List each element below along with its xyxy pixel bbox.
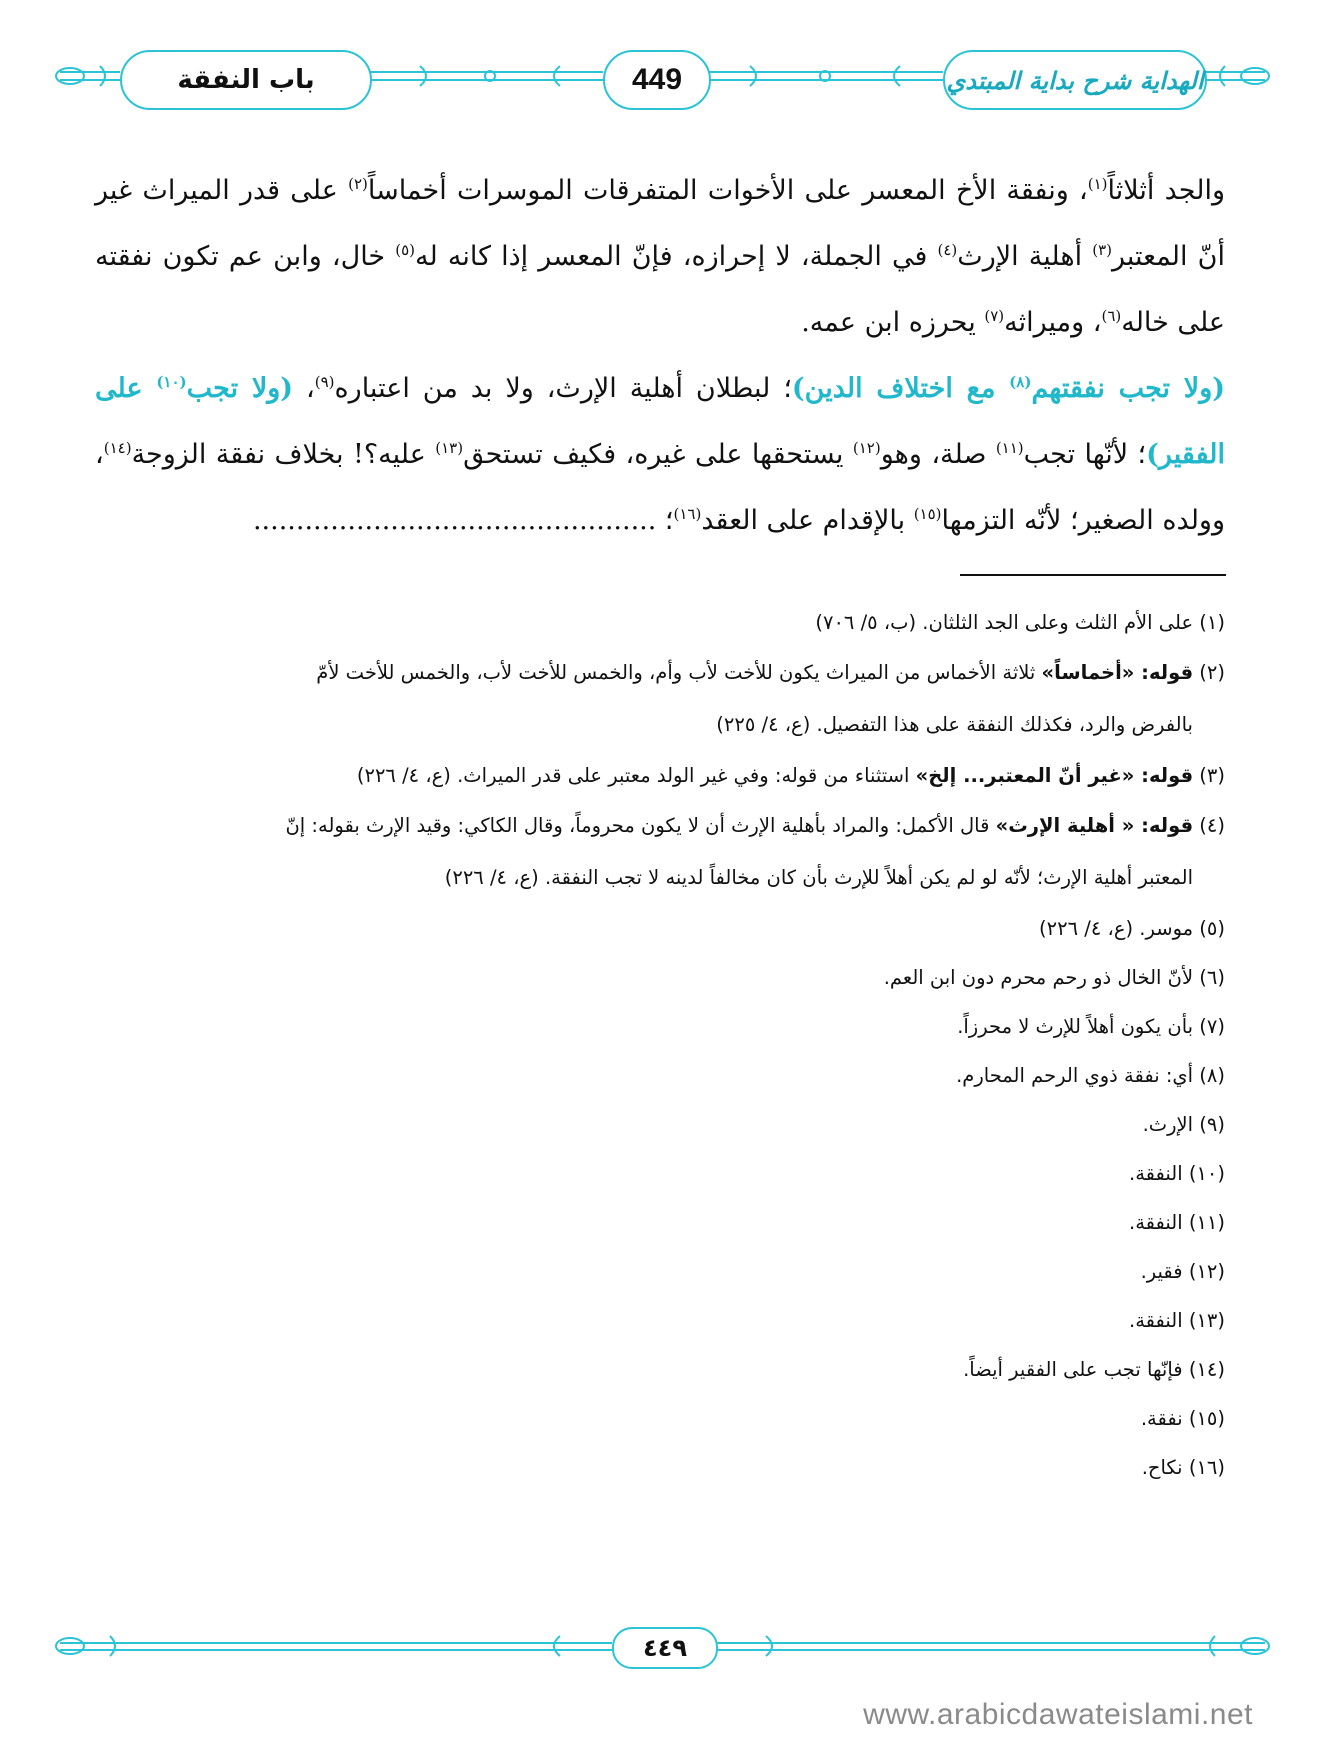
- page-header: [0, 0, 1325, 130]
- page-footer: [0, 1615, 1325, 1695]
- footnote-number: (٢): [1199, 661, 1225, 684]
- footnote-3: [95, 751, 1225, 800]
- footnote-text: فقير.: [1140, 1260, 1183, 1283]
- footnote-label: قوله: «أخماساً»: [1041, 661, 1194, 684]
- footnote-ref[interactable]: (١٠): [156, 373, 187, 391]
- footnote-ref[interactable]: (٦): [1101, 307, 1122, 325]
- footnote-ref[interactable]: (٢): [348, 175, 368, 193]
- footnote-text: فإنّها تجب على الفقير أيضاً.: [963, 1358, 1183, 1381]
- text-run: ، ونفقة الأخ المعسر على الأخوات المتفرقات الموسرات أخماساً: [367, 175, 1088, 206]
- text-run: خال، وابن عم تكون نفقته على خاله: [95, 241, 1225, 338]
- text-run: ؛ ...............................................: [252, 505, 674, 536]
- footnote-text: بأن يكون أهلاً للإرث لا محرزاً.: [957, 1015, 1194, 1038]
- footnote-ref[interactable]: (١٦): [673, 505, 702, 523]
- footnote-4: [95, 800, 1225, 904]
- footnote-ref[interactable]: (١١): [995, 439, 1024, 457]
- footnote-text: نكاح.: [1141, 1456, 1183, 1479]
- footnote-6: [95, 953, 1225, 1002]
- footnote-text: النفقة.: [1129, 1162, 1183, 1185]
- paragraph: [95, 356, 1225, 554]
- book-title: الهداية شرح بداية المبتدي: [943, 50, 1207, 110]
- footnote-13: [95, 1296, 1225, 1345]
- footnote-ref[interactable]: (١٤): [103, 439, 132, 457]
- footnote-9: [95, 1100, 1225, 1149]
- footnote-number: (١٣): [1188, 1309, 1225, 1332]
- footnote-label: قوله: « أهلية الإرث»: [995, 814, 1194, 837]
- footnote-number: (١): [1199, 611, 1225, 634]
- footnote-ref[interactable]: (١٢): [852, 439, 881, 457]
- footnote-number: (١٢): [1188, 1260, 1225, 1283]
- footnote-text: موسر. (ع، ٤/ ٢٢٦): [1039, 917, 1194, 940]
- footnote-number: (١٠): [1188, 1162, 1225, 1185]
- footnote-10: [95, 1149, 1225, 1198]
- footnote-text: النفقة.: [1129, 1309, 1183, 1332]
- footnote-16: [95, 1443, 1225, 1492]
- text-run: يحرزه ابن عمه.: [801, 307, 985, 338]
- footnote-text: الإرث.: [1142, 1113, 1194, 1136]
- footnote-number: (٨): [1199, 1064, 1225, 1087]
- footnote-ref[interactable]: (٣): [1092, 241, 1112, 259]
- text-run: ، وولده الصغير؛ لأنّه التزمها: [95, 439, 1225, 536]
- footnote-text: على الأم الثلث وعلى الجد الثلثان. (ب، ٥/ ٧٠٦): [815, 611, 1194, 634]
- footnote-number: (٦): [1199, 966, 1225, 989]
- footnote-label: قوله: «غير أنّ المعتبر... إلخ»: [915, 764, 1194, 787]
- footer-page-number: ٤٤٩: [612, 1627, 718, 1669]
- footnote-2: [95, 647, 1225, 751]
- footnote-text: لأنّ الخال ذو رحم محرم دون ابن العم.: [883, 966, 1194, 989]
- footnote-ref[interactable]: (٧): [984, 307, 1005, 325]
- footnote-text: ثلاثة الأخماس من الميراث يكون للأخت لأب وأم، والخمس للأخت لأب، والخمس للأخت لأمّ: [316, 661, 1042, 684]
- footnote-ref[interactable]: (٩): [314, 373, 335, 391]
- paragraph: [95, 158, 1225, 356]
- text-run: ؛ لبطلان أهلية الإرث، ولا بد من اعتباره: [334, 373, 792, 404]
- matn-text: (ولا تجب نفقتهم: [1031, 373, 1226, 404]
- footnote-text: قال الأكمل: والمراد بأهلية الإرث أن لا يكون محروماً، وقال الكاكي: وقيد الإرث بقوله: إنّ: [285, 814, 996, 837]
- footnote-number: (٤): [1199, 814, 1225, 837]
- footnote-8: [95, 1051, 1225, 1100]
- footnote-ref[interactable]: (١٥): [913, 505, 942, 523]
- footnote-number: (١١): [1188, 1211, 1225, 1234]
- footnote-number: (٥): [1199, 917, 1225, 940]
- footnote-number: (١٥): [1188, 1407, 1225, 1430]
- footnote-ref[interactable]: (٨): [1009, 373, 1032, 391]
- footnote-11: [95, 1198, 1225, 1247]
- footnotes: [95, 598, 1225, 1492]
- text-run: ،: [293, 373, 315, 404]
- page-number: 449: [603, 50, 711, 110]
- text-run: على قدر الميراث غير أنّ المعتبر: [95, 175, 1225, 272]
- text-run: ، وميراثه: [1004, 307, 1102, 338]
- text-run: يستحقها على غيره، فكيف تستحق: [463, 439, 853, 470]
- footnote-14: [95, 1345, 1225, 1394]
- matn-text: (ولا تجب: [186, 373, 294, 404]
- footnote-15: [95, 1394, 1225, 1443]
- footnote-continuation: بالفرض والرد، فكذلك النفقة على هذا التفصيل. (ع، ٤/ ٢٢٥): [716, 713, 1193, 736]
- footnote-divider: [960, 574, 1226, 576]
- footnote-5: [95, 904, 1225, 953]
- footnote-text: النفقة.: [1129, 1211, 1183, 1234]
- text-run: ؛ لأنّها تجب: [1023, 439, 1147, 470]
- text-run: في الجملة، لا إحرازه، فإنّ المعسر إذا كانه له: [415, 241, 938, 272]
- chapter-title: باب النفقة: [120, 50, 372, 110]
- footnote-ref[interactable]: (٥): [395, 241, 416, 259]
- text-run: عليه؟! بخلاف نفقة الزوجة: [131, 439, 436, 470]
- footnote-continuation: المعتبر أهلية الإرث؛ لأنّه لو لم يكن أهلاً للإرث بأن كان مخالفاً لدينه لا تجب النفقة. (ع، ٤/ ٢٢٦): [444, 866, 1193, 889]
- main-text: [95, 158, 1225, 554]
- matn-text: على الفقير): [95, 373, 1225, 470]
- footnote-ref[interactable]: (٤): [937, 241, 958, 259]
- matn-text: مع اختلاف الدين): [791, 373, 1010, 404]
- footnote-number: (١٤): [1188, 1358, 1225, 1381]
- footnote-7: [95, 1002, 1225, 1051]
- text-run: أهلية الإرث: [957, 241, 1093, 272]
- text-run: والجد أثلاثاً: [1107, 175, 1225, 206]
- text-run: صلة، وهو: [880, 439, 996, 470]
- footnote-number: (٣): [1199, 764, 1225, 787]
- footnote-ref[interactable]: (١): [1087, 175, 1108, 193]
- footnote-text: استثناء من قوله: وفي غير الولد معتبر على قدر الميراث. (ع، ٤/ ٢٢٦): [356, 764, 916, 787]
- footnote-1: [95, 598, 1225, 647]
- website-watermark[interactable]: www.arabicdawateislami.net: [863, 1698, 1253, 1731]
- footnote-text: نفقة.: [1140, 1407, 1183, 1430]
- footnote-number: (١٦): [1188, 1456, 1225, 1479]
- footnote-number: (٧): [1199, 1015, 1225, 1038]
- text-run: بالإقدام على العقد: [701, 505, 914, 536]
- footnote-ref[interactable]: (١٣): [435, 439, 464, 457]
- footnote-text: أي: نفقة ذوي الرحم المحارم.: [956, 1064, 1194, 1087]
- footnote-number: (٩): [1199, 1113, 1225, 1136]
- footnote-12: [95, 1247, 1225, 1296]
